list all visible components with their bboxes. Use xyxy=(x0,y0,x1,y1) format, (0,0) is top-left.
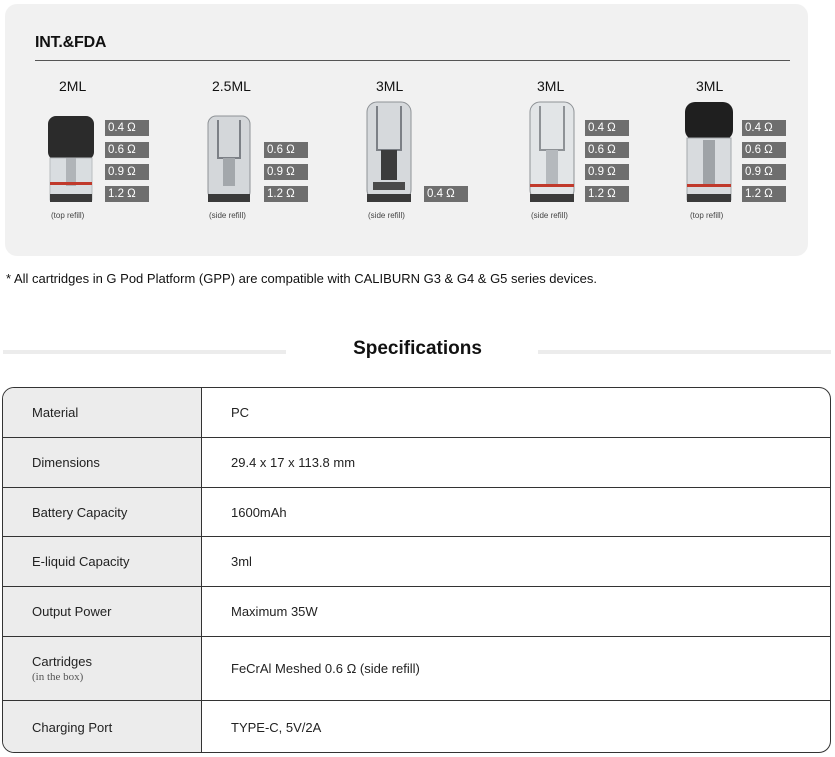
resistance-list xyxy=(424,186,468,202)
spec-label xyxy=(3,438,202,487)
specifications-heading: Specifications xyxy=(353,338,482,359)
resistance-badge: 0.6 Ω xyxy=(105,142,149,158)
resistance-badge: 0.9 Ω xyxy=(105,164,149,180)
spec-label-subtext: (in the box) xyxy=(32,671,84,683)
resistance-list xyxy=(105,120,149,202)
cartridge-image xyxy=(204,114,254,206)
refill-type: (side refill) xyxy=(531,211,568,220)
spec-label-text: E-liquid Capacity xyxy=(32,554,130,569)
table-row xyxy=(3,537,830,587)
pod-capacity: 2.5ML xyxy=(212,78,251,94)
resistance-list xyxy=(264,142,308,202)
refill-type: (side refill) xyxy=(209,211,246,220)
resistance-list xyxy=(585,120,629,202)
spec-label-text: Battery Capacity xyxy=(32,504,128,520)
resistance-badge: 1.2 Ω xyxy=(264,186,308,202)
pod-capacity: 3ML xyxy=(537,78,565,94)
refill-type: (top refill) xyxy=(51,211,85,220)
resistance-badge: 0.9 Ω xyxy=(742,164,786,180)
spec-label-text: Dimensions xyxy=(32,455,100,470)
resistance-badge: 1.2 Ω xyxy=(585,186,629,202)
resistance-badge: 0.4 Ω xyxy=(424,186,468,202)
resistance-badge: 0.4 Ω xyxy=(105,120,149,136)
resistance-badge: 0.6 Ω xyxy=(585,142,629,158)
spec-value: 1600mAh xyxy=(231,504,287,520)
spec-value: FeCrAl Meshed 0.6 Ω (side refill) xyxy=(231,661,420,676)
spec-label-text: Output Power xyxy=(32,604,112,619)
spec-label xyxy=(3,537,202,586)
spec-value: TYPE-C, 5V/2A xyxy=(231,720,322,735)
table-row xyxy=(3,637,830,701)
cartridge-image xyxy=(46,114,96,206)
spec-label-text: Material xyxy=(32,405,79,420)
resistance-badge: 1.2 Ω xyxy=(742,186,786,202)
pod-capacity: 3ML xyxy=(376,78,404,94)
spec-label-text: Cartridges xyxy=(32,654,92,669)
spec-value: PC xyxy=(231,405,250,420)
spec-label xyxy=(3,701,202,753)
refill-type: (side refill) xyxy=(368,211,405,220)
refill-type: (top refill) xyxy=(690,211,724,220)
pod-capacity: 2ML xyxy=(59,78,87,94)
panel-title: INT.&FDA xyxy=(35,34,107,51)
resistance-badge: 0.6 Ω xyxy=(264,142,308,158)
spec-value: 29.4 x 17 x 113.8 mm xyxy=(231,455,356,470)
table-row xyxy=(3,388,830,438)
compatibility-note: * All cartridges in G Pod Platform (GPP) are compatible with CALIBURN G3 & G4 & G5 series devices. xyxy=(6,271,597,286)
spec-label xyxy=(3,488,202,536)
spec-value: 3ml xyxy=(231,554,252,569)
pod-capacity: 3ML xyxy=(696,78,724,94)
cartridge-panel xyxy=(5,4,808,256)
section-divider xyxy=(538,350,831,354)
spec-label-text: Charging Port xyxy=(32,720,113,735)
cartridge-image xyxy=(683,100,735,206)
table-row xyxy=(3,587,830,637)
resistance-badge: 0.4 Ω xyxy=(585,120,629,136)
spec-label xyxy=(3,637,202,700)
table-row xyxy=(3,438,830,488)
spec-label xyxy=(3,587,202,636)
resistance-badge: 0.9 Ω xyxy=(585,164,629,180)
resistance-badge: 1.2 Ω xyxy=(105,186,149,202)
spec-value: Maximum 35W xyxy=(231,604,318,619)
resistance-badge: 0.6 Ω xyxy=(742,142,786,158)
resistance-list xyxy=(742,120,786,202)
resistance-badge: 0.9 Ω xyxy=(264,164,308,180)
cartridge-image xyxy=(526,100,578,206)
table-row xyxy=(3,701,830,753)
cartridge-image xyxy=(363,100,415,206)
resistance-badge: 0.4 Ω xyxy=(742,120,786,136)
spec-label xyxy=(3,388,202,437)
table-row xyxy=(3,488,830,537)
panel-divider xyxy=(35,60,790,61)
specifications-table xyxy=(2,387,831,753)
